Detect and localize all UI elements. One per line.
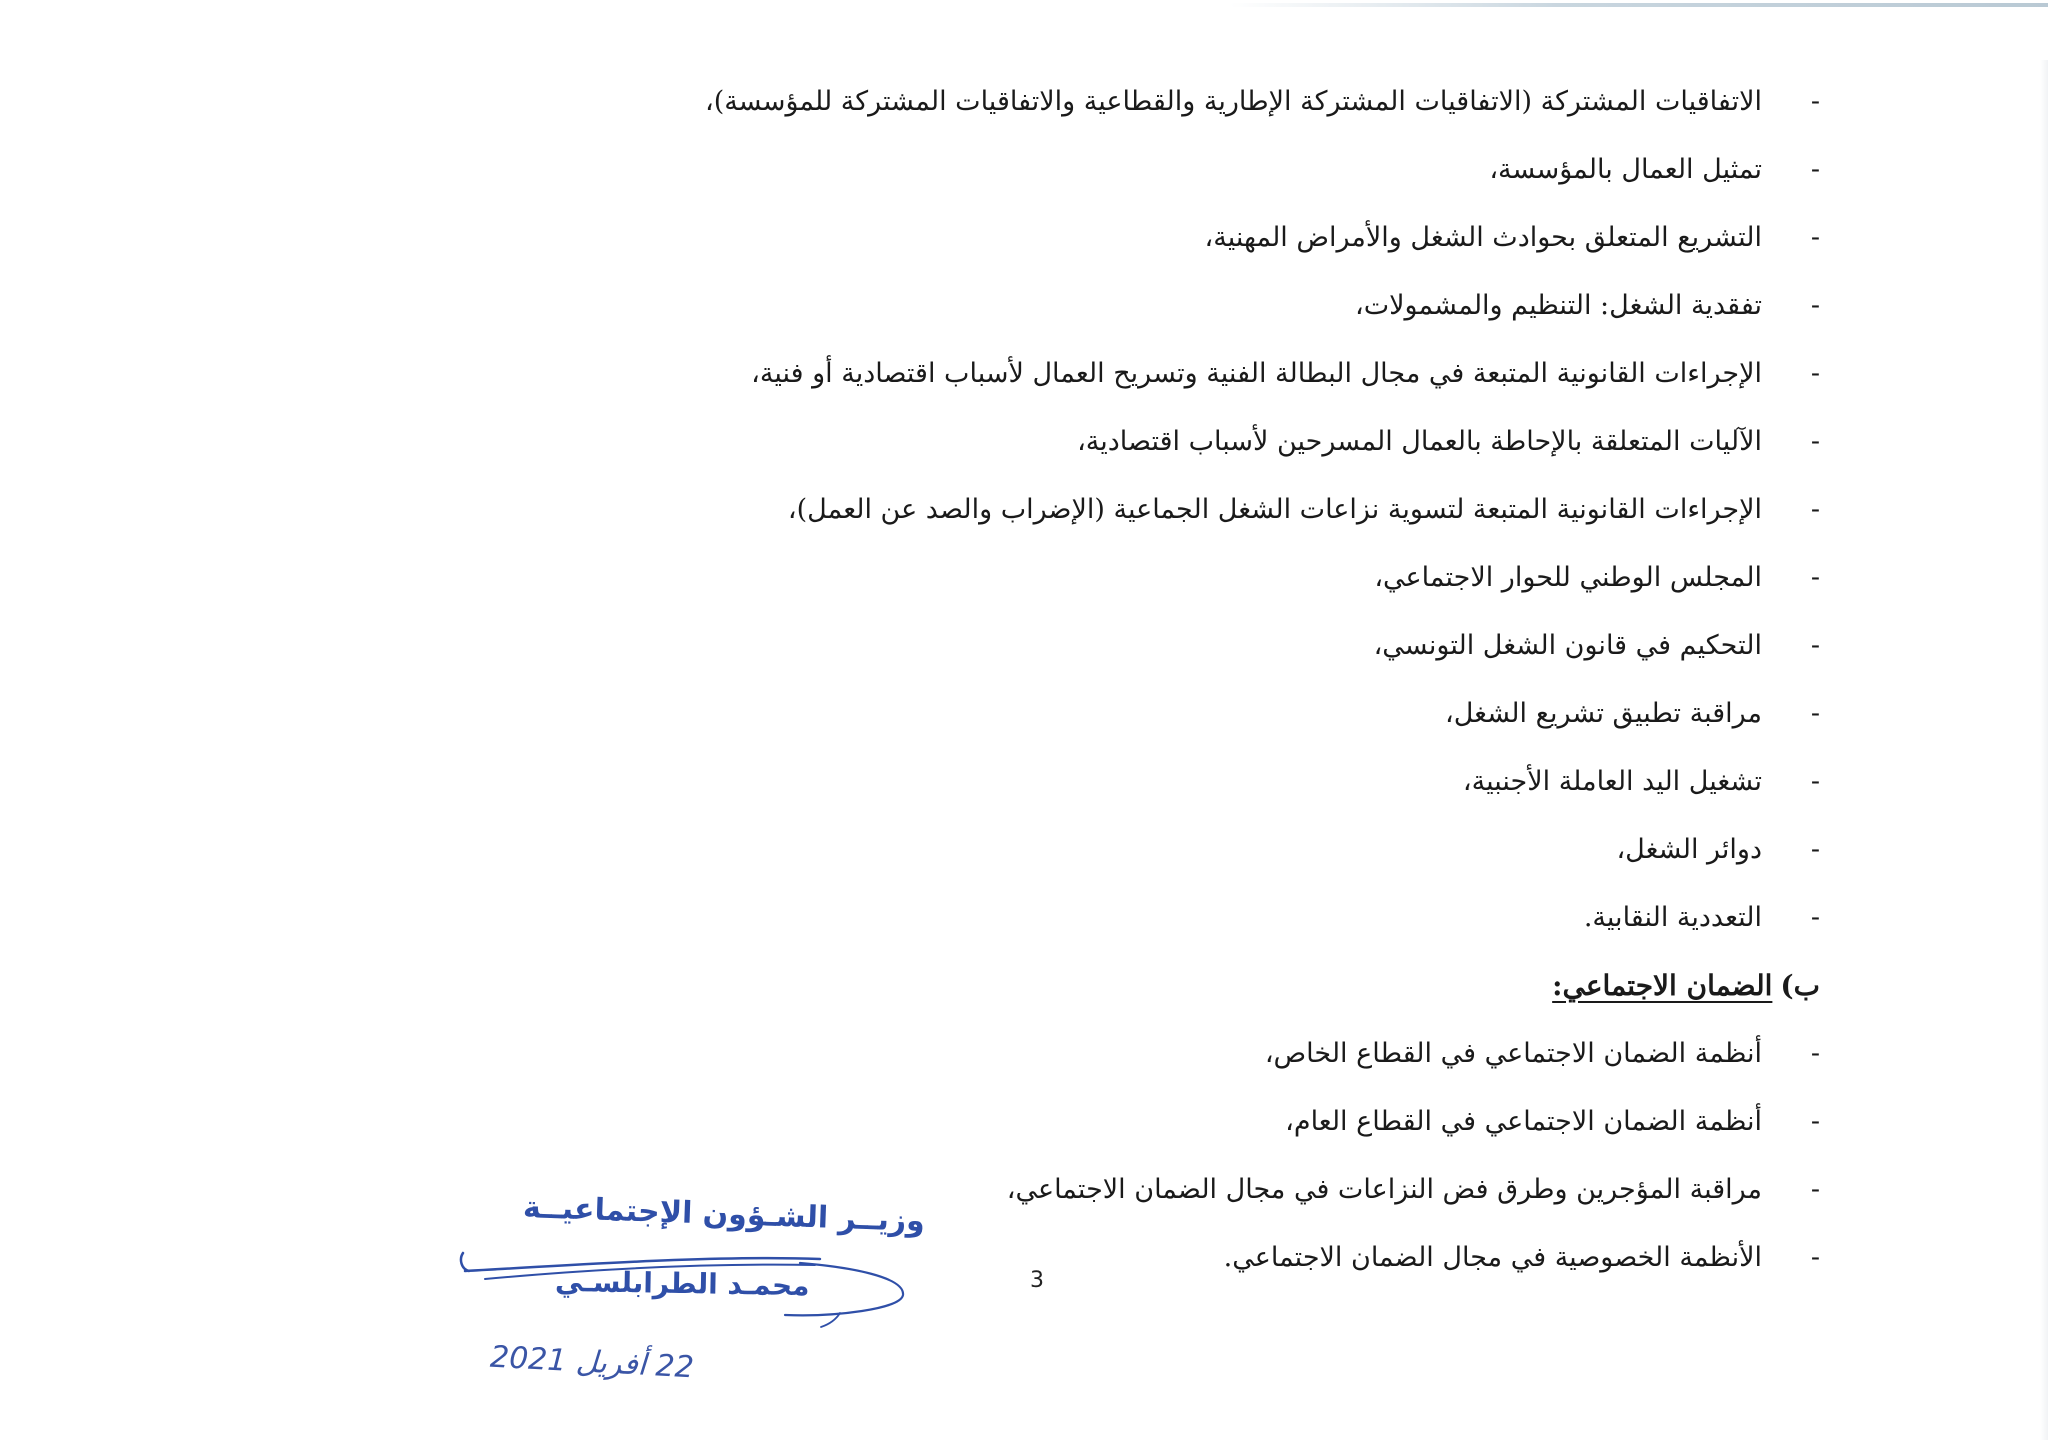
list-item-text: تمثيل العمال بالمؤسسة، xyxy=(1489,154,1762,185)
list-item xyxy=(440,612,1820,680)
list-item xyxy=(440,408,1820,476)
list-item xyxy=(440,340,1820,408)
bullet-dash: - xyxy=(1810,1106,1820,1137)
list-item-text: أنظمة الضمان الاجتماعي في القطاع العام، xyxy=(1285,1106,1762,1137)
list-item xyxy=(440,204,1820,272)
list-item xyxy=(440,544,1820,612)
bullet-dash: - xyxy=(1810,86,1820,117)
section-title: الضمان الاجتماعي: xyxy=(1552,969,1773,1002)
list-item-text: التعددية النقابية. xyxy=(1583,902,1762,933)
bullet-dash: - xyxy=(1810,290,1820,321)
stamp-date: 22 أفريل 2021 xyxy=(489,1339,695,1386)
section-heading-social-security xyxy=(440,952,1820,1020)
list-item-text: الإجراءات القانونية المتبعة في مجال البطالة الفنية وتسريح العمال لأسباب اقتصادية أو فنية، xyxy=(751,358,1762,389)
list-item xyxy=(440,1088,1820,1156)
bullet-dash: - xyxy=(1810,1242,1820,1273)
list-item xyxy=(440,136,1820,204)
top-border-line xyxy=(1230,3,2048,7)
list-item-text: الأنظمة الخصوصية في مجال الضمان الاجتماعي. xyxy=(1223,1242,1762,1273)
bullet-dash: - xyxy=(1810,562,1820,593)
list-item-text: المجلس الوطني للحوار الاجتماعي، xyxy=(1374,562,1762,593)
bullet-dash: - xyxy=(1810,630,1820,661)
list-item xyxy=(440,68,1820,136)
list-item xyxy=(440,476,1820,544)
list-item-text: الإجراءات القانونية المتبعة لتسوية نزاعات الشغل الجماعية (الإضراب والصد عن العمل)، xyxy=(787,494,1762,525)
list-item-text: تفقدية الشغل: التنظيم والمشمولات، xyxy=(1355,290,1762,321)
bullet-dash: - xyxy=(1810,222,1820,253)
list-item-text: الآليات المتعلقة بالإحاطة بالعمال المسرحين لأسباب اقتصادية، xyxy=(1077,426,1762,457)
list-item-text: التحكيم في قانون الشغل التونسي، xyxy=(1373,630,1762,661)
stamp-name: محمـد الطرابلسـي xyxy=(554,1264,810,1303)
stamp-title: وزيــر الشـؤون الإجتماعيــة xyxy=(522,1189,926,1240)
list-item xyxy=(440,816,1820,884)
page-number: 3 xyxy=(1030,1268,1044,1293)
bullet-dash: - xyxy=(1810,834,1820,865)
list-item-text: مراقبة تطبيق تشريع الشغل، xyxy=(1445,698,1762,729)
list-item-text: دوائر الشغل، xyxy=(1616,834,1762,865)
list-item-text: الاتفاقيات المشتركة (الاتفاقيات المشتركة الإطارية والقطاعية والاتفاقيات المشتركة للمؤسسة)، xyxy=(705,86,1762,117)
list-item xyxy=(440,884,1820,952)
document-body xyxy=(440,68,1820,1292)
list-item-text: أنظمة الضمان الاجتماعي في القطاع الخاص، xyxy=(1264,1038,1762,1069)
bullet-dash: - xyxy=(1810,154,1820,185)
list-item xyxy=(440,272,1820,340)
minister-stamp xyxy=(455,1185,926,1415)
bullet-dash: - xyxy=(1810,1174,1820,1205)
page-edge-shadow xyxy=(2040,60,2048,1440)
bullet-dash: - xyxy=(1810,358,1820,389)
bullet-dash: - xyxy=(1810,494,1820,525)
list-item-text: تشغيل اليد العاملة الأجنبية، xyxy=(1462,766,1762,797)
list-item-text: التشريع المتعلق بحوادث الشغل والأمراض المهنية، xyxy=(1204,222,1762,253)
bullet-dash: - xyxy=(1810,698,1820,729)
bullet-dash: - xyxy=(1810,426,1820,457)
list-item-text: مراقبة المؤجرين وطرق فض النزاعات في مجال الضمان الاجتماعي، xyxy=(1006,1174,1762,1205)
bullet-dash: - xyxy=(1810,766,1820,797)
list-item xyxy=(440,680,1820,748)
list-item xyxy=(440,1020,1820,1088)
section-letter: ب) xyxy=(1780,969,1820,1002)
bullet-dash: - xyxy=(1810,1038,1820,1069)
bullet-dash: - xyxy=(1810,902,1820,933)
list-item xyxy=(440,748,1820,816)
